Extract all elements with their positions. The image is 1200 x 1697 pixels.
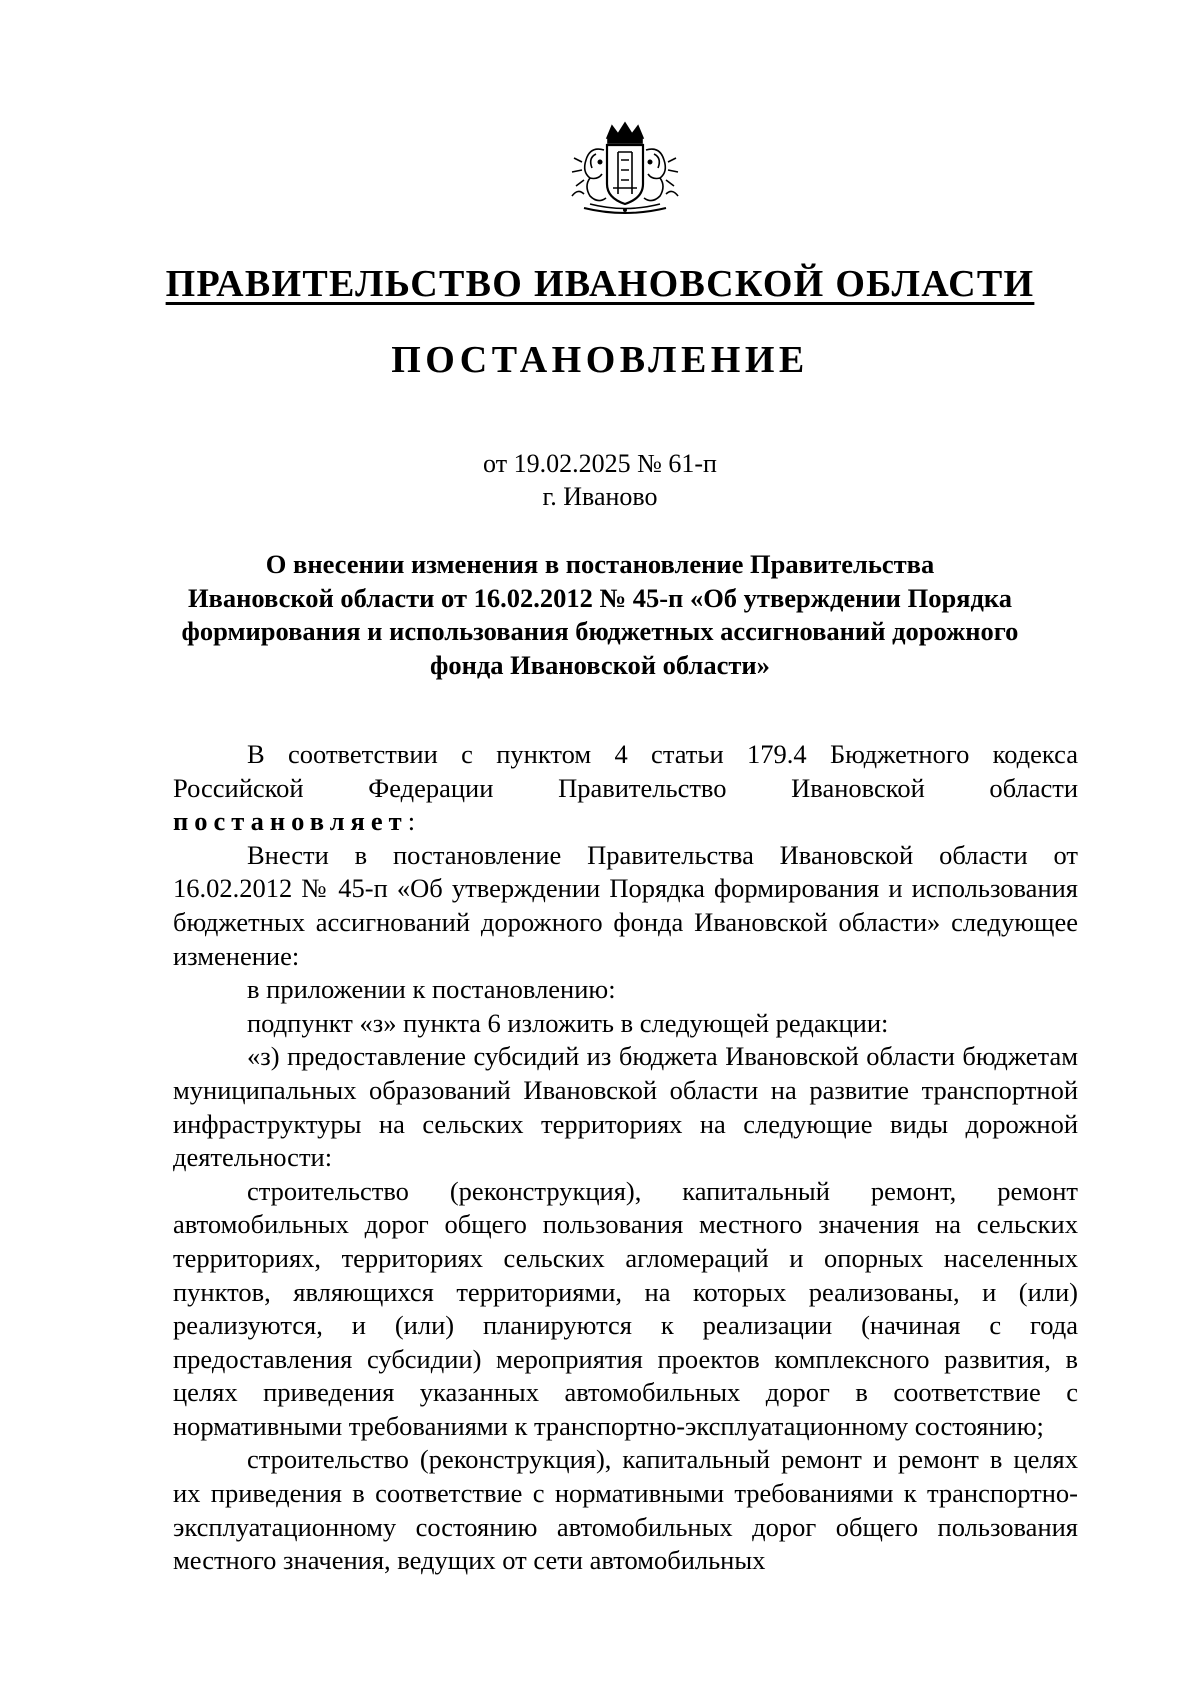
subject-line: фонда Ивановской области» <box>430 649 770 680</box>
document-city: г. Иваново <box>542 482 658 511</box>
body-paragraph: «з) предоставление субсидий из бюджета Ивановской области бюджетам муниципальных образований Ивановской области на развитие транспортной инфраструктуры на сельских территориях на следующие виды дорожной деятельности: <box>173 1041 1078 1173</box>
body-paragraph: в приложении к постановлению: <box>247 974 616 1005</box>
body-paragraph: подпункт «з» пункта 6 изложить в следующей редакции: <box>247 1007 889 1038</box>
body-paragraph: Внести в постановление Правительства Ивановской области от 16.02.2012 № 45-п «Об утверждении Порядка формирования и использования бюджетных ассигнований дорожного фонда Ивановской области» следующее изменение: <box>173 839 1078 971</box>
preamble-text: В соответствии с пунктом 4 статьи 179.4 Бюджетного кодекса Российской Федерации Правительство Ивановской области <box>173 739 1078 803</box>
document-type: ПОСТАНОВЛЕНИЕ <box>391 339 809 381</box>
document-date-number: от 19.02.2025 № 61-п <box>483 449 717 478</box>
body-paragraph-preamble <box>173 738 1078 839</box>
preamble-colon: : <box>407 806 416 837</box>
document-body <box>173 738 1078 1578</box>
subject-line: формирования и использования бюджетных ассигнований дорожного <box>181 616 1019 646</box>
subject-line: Ивановской области от 16.02.2012 № 45-п «Об утверждении Порядка <box>187 582 1013 613</box>
body-paragraph: строительство (реконструкция), капитальный ремонт и ремонт в целях их приведения в соответствие с нормативными требованиями к транспортно-эксплуатационному состоянию автомобильных дорог общего пользования местного значения, ведущих от сети автомобильных <box>173 1444 1078 1576</box>
resolves-word: постановляет <box>173 806 408 837</box>
coat-of-arms-icon <box>560 118 690 218</box>
document-subject <box>160 548 1040 682</box>
subject-line: О внесении изменения в постановление Правительства <box>265 549 935 579</box>
organization-name: ПРАВИТЕЛЬСТВО ИВАНОВСКОЙ ОБЛАСТИ <box>165 263 1035 305</box>
body-paragraph: строительство (реконструкция), капитальный ремонт, ремонт автомобильных дорог общего пользования местного значения на сельских территориях, территориях сельских агломераций и опорных населенных пунктов, являющихся территориями, на которых реализованы, и (или) реализуются, и (или) планируются к реализации (начиная с года предоставления субсидии) мероприятия проектов комплексного развития, в целях приведения указанных автомобильных дорог в соответствие с нормативными требованиями к транспортно-эксплуатационному состоянию; <box>173 1175 1078 1441</box>
organization-title <box>0 262 1200 306</box>
